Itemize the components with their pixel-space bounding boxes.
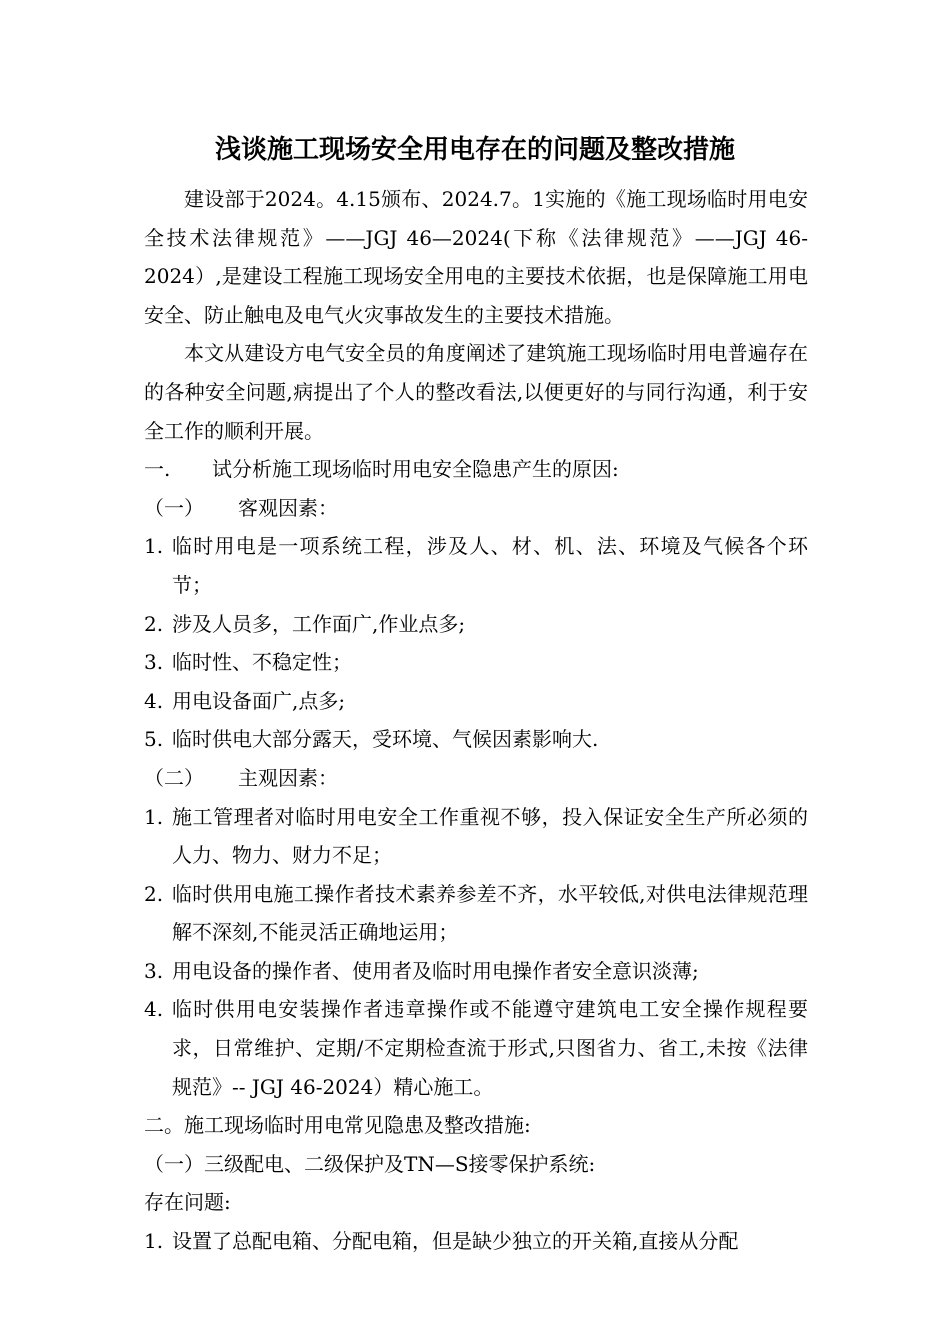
list-item [144,527,808,604]
document-body [144,180,808,1261]
list-item-number: 4. [144,688,164,713]
section-number: 一. [144,457,171,482]
list-item [144,605,808,644]
list-item-number: 3. [144,958,164,983]
list-item-number: 4. [144,997,164,1022]
list-item [144,720,808,759]
list-item-text: 临时用电是一项系统工程，涉及人、材、机、法、环境及气候各个环节； [172,534,808,597]
list-item-text: 用电设备的操作者、使用者及临时用电操作者安全意识淡薄; [172,958,699,983]
list-item-number: 2. [144,611,164,636]
subsection-heading-objective [144,489,808,528]
list-item-text: 施工管理者对临时用电安全工作重视不够，投入保证安全生产所必须的人力、物力、财力不足； [172,804,808,868]
section-heading-2: 二。施工现场临时用电常见隐患及整改措施: [144,1113,531,1138]
list-item-number: 3. [144,650,164,675]
list-item-number: 2. [144,881,164,906]
list-item [144,1222,808,1261]
list-item [144,643,808,682]
list-item [144,682,808,721]
list-item-text: 临时供电大部分露天，受环境、气候因素影响大. [172,727,599,752]
list-item [144,875,808,952]
subsection-number: （一） [144,495,204,520]
subsection-heading-text: 主观因素： [238,765,338,790]
subsection-heading-distribution: （一）三级配电、二级保护及TN—S接零保护系统: [144,1151,596,1176]
list-item-number: 1. [144,1229,164,1254]
intro-paragraph-2: 本文从建设方电气安全员的角度阐述了建筑施工现场临时用电普遍存在的各种安全问题,病提出了个人的整改看法,以便更好的与同行沟通，利于安全工作的顺利开展。 [144,341,808,443]
list-item-number: 5. [144,727,164,752]
subsection-number: （二） [144,765,204,790]
list-item-text: 设置了总配电箱、分配电箱，但是缺少独立的开关箱,直接从分配 [172,1229,739,1254]
list-item-number: 1. [144,534,164,559]
list-item-text: 临时供用电施工操作者技术素养参差不齐，水平较低,对供电法律规范理解不深刻,不能灵活正确地运用； [172,881,808,945]
list-item [144,952,808,991]
list-item [144,990,808,1106]
list-item [144,798,808,875]
document-title: 浅谈施工现场安全用电存在的问题及整改措施 [214,135,735,165]
problems-label: 存在问题: [144,1190,231,1215]
subsection-heading-text: 客观因素： [238,495,338,520]
intro-paragraph-1: 建设部于2024。4.15颁布、2024.7。1实施的《施工现场临时用电安全技术法律规范》——JGJ 46—2024(下称《法律规范》——JGJ 46-2024）,是建设工程施工现场安全用电的主要技术依据，也是保障施工用电安全、防止触电及电气火灾事故发生的主要技术措施。 [144,187,808,327]
section-heading-text: 试分析施工现场临时用电安全隐患产生的原因: [212,457,619,482]
list-item-text: 用电设备面广,点多; [172,688,346,713]
list-item-number: 1. [144,804,164,829]
list-item-text: 临时性、不稳定性； [172,650,352,675]
list-item-text: 临时供用电安装操作者违章操作或不能遵守建筑电工安全操作规程要求，日常维护、定期/不定期检查流于形式,只图省力、省工,未按《法律规范》-- JGJ 46-2024）精心施工。 [172,997,808,1099]
subsection-heading-subjective [144,759,808,798]
section-heading-1 [144,450,808,489]
list-item-text: 涉及人员多，工作面广,作业点多; [172,611,466,636]
